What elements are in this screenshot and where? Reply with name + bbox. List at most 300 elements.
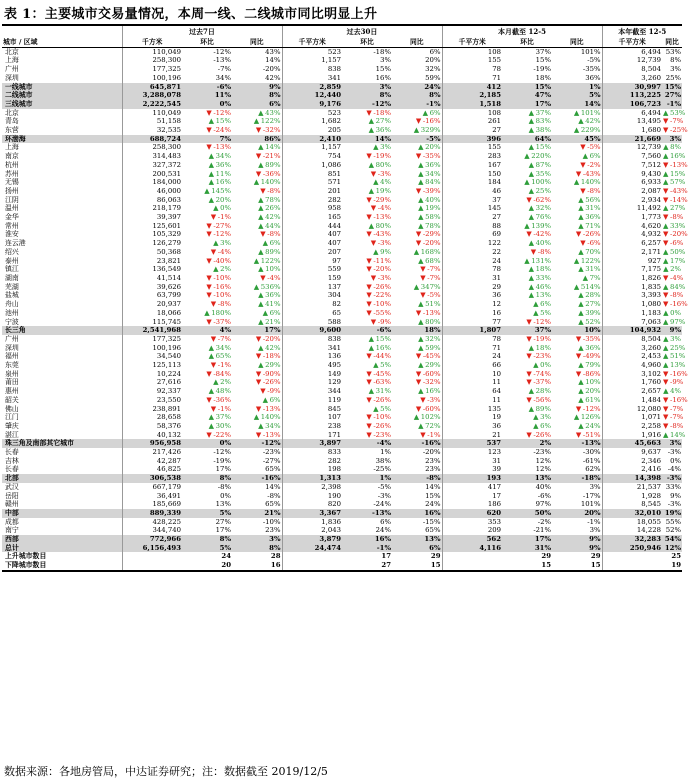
cell-value: 59% <box>425 73 441 82</box>
pct-cell <box>552 274 602 283</box>
cell-value: -3% <box>377 273 391 282</box>
cell-value: 79% <box>585 361 601 370</box>
cell-value: 43% <box>265 108 281 117</box>
city-name: 赣州 <box>5 500 19 509</box>
city-name: 三线城市 <box>2 100 122 109</box>
city-name: 下降城市数目 <box>2 561 122 571</box>
cell-value: 61% <box>585 395 601 404</box>
pct-cell <box>182 283 232 292</box>
cell-value: 42% <box>265 213 281 222</box>
cell-value: 1,071 <box>602 413 662 422</box>
cell-value: 76% <box>535 213 551 222</box>
cell-value: 16% <box>375 73 391 82</box>
cell-value: 46% <box>535 282 551 291</box>
cell-value: -1% <box>342 544 392 553</box>
cell-value: 17% <box>670 256 686 265</box>
cell-value: 14% <box>265 56 281 65</box>
cell-value: 229% <box>580 126 601 135</box>
cell-value: 45,663 <box>602 439 662 448</box>
arrow-up-icon <box>369 388 376 395</box>
cell-value: 9% <box>662 326 682 335</box>
cell-value: 71 <box>442 74 502 83</box>
city-name: 无锡 <box>5 178 19 187</box>
pct-cell <box>342 361 392 370</box>
cell-value: 514% <box>580 282 601 291</box>
cell-value: 53% <box>665 47 682 56</box>
arrow-up-icon <box>209 345 216 352</box>
cell-value: 186 <box>442 500 502 509</box>
cell-value: -8% <box>670 421 684 430</box>
city-name: 东营 <box>5 126 19 135</box>
pct-cell <box>392 413 442 422</box>
arrow-down-icon <box>663 127 670 134</box>
city-name: 上海 <box>5 143 19 152</box>
column-header: 同比 <box>662 38 682 47</box>
arrow-down-icon <box>663 414 670 421</box>
cell-value: 8% <box>342 91 392 100</box>
cell-value: 36% <box>585 343 601 352</box>
cell-value: 217,426 <box>122 448 182 457</box>
cell-value: 69 <box>442 230 502 239</box>
pct-cell <box>552 204 602 213</box>
cell-value: -39% <box>422 186 441 195</box>
cell-value: 9,176 <box>282 100 342 109</box>
cell-value: 14% <box>670 430 686 439</box>
cell-value: -8% <box>587 186 601 195</box>
cell-value: 201 <box>282 187 342 196</box>
cell-value: 16% <box>215 178 231 187</box>
cell-value: 3% <box>380 56 391 65</box>
cell-value: -60% <box>422 369 441 378</box>
cell-value: 9,637 <box>602 448 662 457</box>
pct-cell <box>662 309 682 318</box>
arrow-up-icon <box>663 362 670 369</box>
cell-value: 19 <box>662 561 682 571</box>
cell-value: 3,288,078 <box>122 91 182 100</box>
arrow-up-icon <box>663 171 670 178</box>
cell-value: -10% <box>213 291 231 300</box>
pct-cell <box>502 222 552 231</box>
pct-cell <box>392 291 442 300</box>
pct-cell <box>552 178 602 187</box>
cell-value: 8% <box>232 544 282 553</box>
pct-cell <box>342 170 392 179</box>
pct-cell <box>182 396 232 405</box>
cell-value: 3% <box>342 83 392 92</box>
cell-value: 42% <box>265 73 281 82</box>
pct-cell <box>182 387 232 396</box>
pct-cell <box>232 274 282 283</box>
pct-cell <box>182 117 232 126</box>
arrow-up-icon <box>529 171 536 178</box>
table-row <box>2 352 682 361</box>
pct-cell <box>662 221 686 231</box>
cell-value: 571 <box>282 178 342 187</box>
cell-value: -11% <box>373 256 391 265</box>
cell-value: 7,560 <box>602 152 662 161</box>
cell-value: 32% <box>425 334 441 343</box>
pct-cell <box>232 291 282 300</box>
pct-cell <box>342 422 392 431</box>
pct-cell <box>552 161 602 170</box>
pct-cell <box>182 109 232 118</box>
cell-value: 1% <box>552 83 602 92</box>
cell-value: -9% <box>377 317 391 326</box>
cell-value: 523 <box>282 109 342 118</box>
pct-cell <box>502 370 552 379</box>
cell-value: 1,183 <box>602 309 662 318</box>
cell-value: 6% <box>232 100 282 109</box>
arrow-down-icon <box>416 188 423 195</box>
cell-value: 193 <box>442 474 502 483</box>
pct-cell <box>502 318 552 327</box>
table-row <box>2 300 682 309</box>
pct-cell <box>342 178 392 187</box>
cell-value: 55% <box>665 517 682 526</box>
cell-value: -17% <box>582 491 601 500</box>
cell-value: 65 <box>282 309 342 318</box>
cell-value: -13% <box>262 430 281 439</box>
pct-cell <box>662 126 688 135</box>
cell-value: 11% <box>215 169 231 178</box>
cell-value: 104,932 <box>602 326 662 335</box>
cell-value: -8% <box>267 491 281 500</box>
cell-value: -4% <box>377 204 391 213</box>
cell-value: -4% <box>342 439 392 448</box>
pct-cell <box>552 109 602 118</box>
pct-cell <box>182 370 232 379</box>
cell-value: -29% <box>373 195 391 204</box>
pct-cell <box>552 222 602 231</box>
cell-value: 329% <box>420 126 441 135</box>
arrow-up-icon <box>574 127 581 134</box>
cell-value: 167 <box>442 161 502 170</box>
cell-value: -51% <box>582 430 601 439</box>
period-header: 过去7日 <box>122 25 282 38</box>
cell-value: -13% <box>422 308 441 317</box>
arrow-down-icon <box>371 171 378 178</box>
cell-value: 12,739 <box>602 143 662 152</box>
pct-cell <box>182 230 232 239</box>
pct-cell <box>342 187 392 196</box>
pct-cell <box>662 178 686 187</box>
pct-cell <box>392 318 442 327</box>
cell-value: -7% <box>670 404 684 413</box>
cell-value: 38% <box>375 456 391 465</box>
pct-cell <box>232 300 282 309</box>
cell-value: -12% <box>213 230 231 239</box>
cell-value: 282 <box>282 196 342 205</box>
pct-cell <box>662 265 682 274</box>
cell-value: 39 <box>442 465 502 474</box>
arrow-down-icon <box>663 379 670 386</box>
cell-value: 31 <box>442 457 502 466</box>
cell-value: 14% <box>425 482 441 491</box>
city-name: 温州 <box>5 204 19 213</box>
arrow-up-icon <box>423 110 430 117</box>
cell-value: 6,156,493 <box>122 544 182 553</box>
cell-value: 12% <box>662 544 682 553</box>
pct-cell <box>502 291 552 300</box>
cell-value: 5% <box>540 308 551 317</box>
arrow-up-icon <box>529 345 536 352</box>
city-name: 上海 <box>5 56 19 65</box>
cell-value: 28% <box>585 291 601 300</box>
pct-cell <box>232 187 282 196</box>
cell-value: 3,102 <box>602 370 662 379</box>
cell-value: -12% <box>213 108 231 117</box>
city-name: 长春 <box>5 465 19 474</box>
pct-cell <box>552 352 602 361</box>
cell-value: 47% <box>502 91 552 100</box>
cell-value: 65% <box>425 526 441 535</box>
cell-value: -49% <box>582 352 601 361</box>
pct-cell <box>502 352 552 361</box>
cell-value: 958 <box>282 204 342 213</box>
cell-value: 125,113 <box>122 361 182 370</box>
table-row <box>2 413 682 422</box>
column-header: 千平方米 <box>602 38 662 47</box>
cell-value: -35% <box>582 334 601 343</box>
table-row <box>2 47 682 56</box>
cell-value: 36% <box>265 291 281 300</box>
arrow-up-icon <box>529 406 536 413</box>
arrow-up-icon <box>529 144 536 151</box>
table-row <box>2 65 682 74</box>
cell-value <box>282 561 342 571</box>
pct-cell <box>342 196 392 205</box>
arrow-up-icon <box>533 310 540 317</box>
cell-value: -5% <box>587 56 601 65</box>
city-name: 苏州 <box>5 169 19 178</box>
cell-value: 107 <box>282 413 342 422</box>
cell-value: 33% <box>665 482 682 491</box>
arrow-up-icon <box>369 127 376 134</box>
pct-cell <box>392 257 442 266</box>
pct-cell <box>392 405 442 414</box>
pct-cell <box>552 396 602 405</box>
cell-value: -26% <box>582 230 601 239</box>
cell-value: -3% <box>667 500 682 509</box>
cell-value: 9% <box>552 535 602 544</box>
arrow-up-icon <box>414 284 421 291</box>
cell-value: -10% <box>373 413 391 422</box>
pct-cell <box>182 431 232 440</box>
cell-value: 36% <box>425 160 441 169</box>
cell-value: 444 <box>282 222 342 231</box>
cell-value: 89% <box>535 404 551 413</box>
pct-cell <box>662 369 688 379</box>
table-row <box>2 422 682 431</box>
cell-value: -2% <box>587 160 601 169</box>
cell-value: 25% <box>670 343 686 352</box>
cell-value: 10% <box>552 326 602 335</box>
pct-cell <box>232 161 282 170</box>
cell-value: 396 <box>442 135 502 144</box>
cell-value: 0% <box>670 456 682 465</box>
pct-cell <box>182 204 232 213</box>
cell-value: 15% <box>535 143 551 152</box>
cell-value: 15% <box>662 83 682 92</box>
pct-cell <box>232 387 282 396</box>
arrow-up-icon <box>574 414 581 421</box>
arrow-up-icon <box>209 197 216 204</box>
arrow-up-icon <box>373 249 380 256</box>
arrow-down-icon <box>211 249 218 256</box>
column-header: 城市 / 区域 <box>2 38 122 47</box>
pct-cell <box>552 370 602 379</box>
cell-value: 3% <box>232 535 282 544</box>
pct-cell <box>182 196 232 205</box>
cell-value: 2,222,545 <box>122 100 182 109</box>
pct-cell <box>552 344 602 353</box>
arrow-down-icon <box>576 231 583 238</box>
pct-cell <box>232 178 282 187</box>
cell-value: 889,339 <box>122 509 182 518</box>
city-name: 环渤海 <box>2 135 122 144</box>
source-note: 数据来源：各地房管局，中达证券研究；注：数据截至 2019/12/5 <box>4 765 328 778</box>
pct-cell <box>552 378 602 387</box>
cell-value: 845 <box>282 405 342 414</box>
arrow-up-icon <box>529 240 536 247</box>
pct-cell <box>232 344 282 353</box>
table-row <box>2 230 682 239</box>
cell-value: -16% <box>670 395 688 404</box>
cell-value: 78 <box>442 335 502 344</box>
cell-value: -43% <box>582 169 601 178</box>
pct-cell <box>342 378 392 387</box>
cell-value: 26% <box>265 204 281 213</box>
cell-value: 8% <box>182 474 232 483</box>
cell-value: -44% <box>373 352 391 361</box>
cell-value: -1% <box>427 430 441 439</box>
arrow-down-icon <box>211 214 218 221</box>
cell-value: 5% <box>552 91 602 100</box>
cell-value <box>122 552 182 561</box>
cell-value: 184,000 <box>122 178 182 187</box>
cell-value: 2,934 <box>602 196 662 205</box>
pct-cell <box>662 343 686 353</box>
pct-cell <box>662 108 686 118</box>
cell-value: 1,680 <box>602 126 662 135</box>
cell-value: 34,540 <box>122 352 182 361</box>
cell-value: 18% <box>535 265 551 274</box>
cell-value: -5% <box>377 482 391 491</box>
cell-value: 39,397 <box>122 213 182 222</box>
table-row <box>2 117 682 126</box>
cell-value: 32,535 <box>122 126 182 135</box>
cell-value: 38% <box>535 126 551 135</box>
cell-value: 12,440 <box>282 91 342 100</box>
cell-value: 50% <box>502 509 552 518</box>
pct-cell <box>232 196 282 205</box>
cell-value: 97% <box>670 317 686 326</box>
pct-cell <box>392 422 442 431</box>
cell-value: 15 <box>502 561 552 571</box>
pct-cell <box>552 291 602 300</box>
city-name: 武汉 <box>5 482 19 491</box>
cell-value: 27% <box>670 204 686 213</box>
arrow-up-icon <box>414 414 421 421</box>
pct-cell <box>552 257 602 266</box>
cell-value: 72% <box>425 421 441 430</box>
cell-value: 283 <box>442 152 502 161</box>
cell-value: 7% <box>589 273 601 282</box>
pct-cell <box>502 213 552 222</box>
pct-cell <box>502 143 552 152</box>
cell-value: 30% <box>215 421 231 430</box>
cell-value: -23% <box>533 448 551 457</box>
cell-value: 304 <box>282 291 342 300</box>
cell-value: 36 <box>442 291 502 300</box>
cell-value: 180% <box>211 308 231 317</box>
arrow-up-icon <box>533 423 540 430</box>
pct-cell <box>552 248 602 257</box>
cell-value: 16 <box>232 561 282 571</box>
pct-cell <box>342 344 392 353</box>
arrow-up-icon <box>583 275 590 282</box>
cell-value: 25% <box>665 73 682 82</box>
cell-value: 31% <box>502 544 552 553</box>
pct-cell <box>232 152 282 161</box>
cell-value: 19% <box>425 204 441 213</box>
cell-value: -12% <box>213 448 231 457</box>
cell-value: -22% <box>373 291 391 300</box>
cell-value: -7% <box>670 117 684 126</box>
cell-value: 12,739 <box>602 56 662 65</box>
cell-value: 18,066 <box>122 309 182 318</box>
table-row <box>2 500 682 509</box>
city-name: 中部 <box>2 509 122 518</box>
cell-value: 9,600 <box>282 326 342 335</box>
cell-value: -8% <box>392 474 442 483</box>
pct-cell <box>232 248 282 257</box>
cell-value: 31 <box>442 274 502 283</box>
arrow-up-icon <box>663 345 670 352</box>
table-row <box>2 143 682 152</box>
table-row <box>2 248 682 257</box>
city-name: 吉林 <box>5 456 19 465</box>
pct-cell <box>662 274 682 283</box>
cell-value: 101% <box>580 47 601 56</box>
table-row <box>2 492 682 501</box>
cell-value: 71 <box>442 344 502 353</box>
pct-cell <box>502 413 552 422</box>
cell-value: -55% <box>373 308 391 317</box>
cell-value: 23% <box>265 526 281 535</box>
cell-value: 40% <box>535 239 551 248</box>
cell-value: 205 <box>282 126 342 135</box>
cell-value: 3,897 <box>282 439 342 448</box>
pct-cell <box>662 361 686 370</box>
cell-value: -8% <box>267 186 281 195</box>
arrow-down-icon <box>663 275 670 282</box>
cell-value: -63% <box>373 378 391 387</box>
cell-value: 20% <box>425 143 441 152</box>
city-name: 莆田 <box>5 378 19 387</box>
table-row <box>2 309 682 318</box>
cell-value: 44% <box>265 221 281 230</box>
region-total-row <box>2 91 682 100</box>
cell-value: 43% <box>265 47 281 56</box>
cell-value: 1,836 <box>282 518 342 527</box>
cell-value: 56% <box>585 195 601 204</box>
arrow-down-icon <box>663 423 670 430</box>
cell-value: 15 <box>392 561 442 571</box>
table-row <box>2 152 682 161</box>
cell-value: 6% <box>589 152 601 161</box>
cell-value: 645,871 <box>122 83 182 92</box>
